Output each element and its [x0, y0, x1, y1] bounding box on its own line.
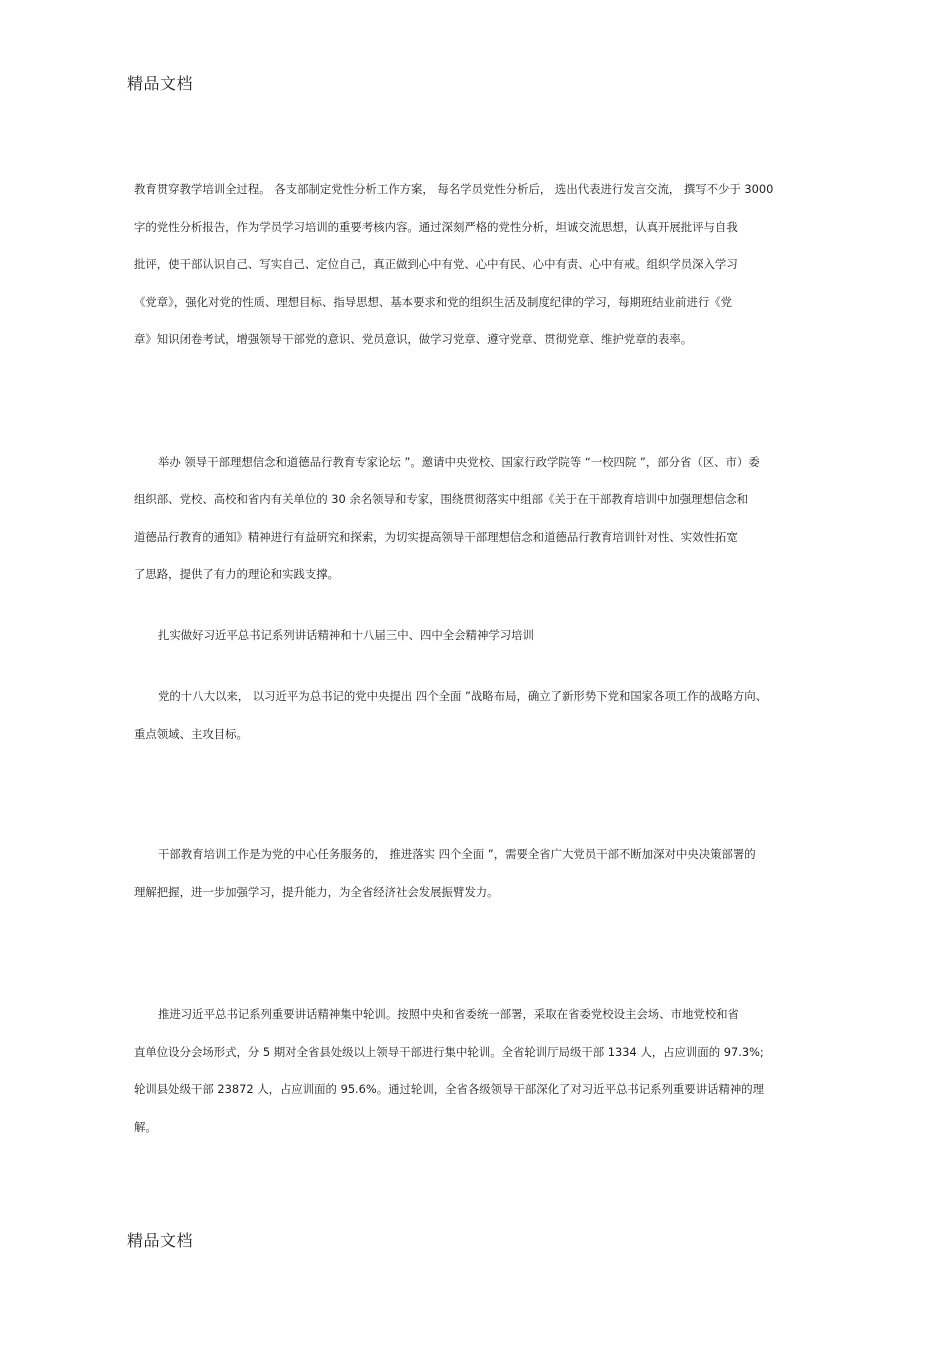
text-line: 党的十八大以来， 以习近平为总书记的党中央提出 四个全面 ”战略布局，确立了新形势下党和国家各项工作的战略方向、 [158, 689, 768, 703]
text-line: 教育贯穿教学培训全过程。 各支部制定党性分析工作方案， 每名学员党性分析后， 选出代表进行发言交流， 撰写不少于 3000 [134, 182, 774, 196]
text-line: 干部教育培训工作是为党的中心任务服务的， 推进落实 四个全面 ”，需要全省广大党员干部不断加深对中央决策部署的 [158, 847, 756, 861]
text-line: 解。 [134, 1120, 157, 1134]
text-line: 理解把握，进一步加强学习，提升能力，为全省经济社会发展振臂发力。 [134, 885, 499, 899]
text-line: 举办 领导干部理想信念和道德品行教育专家论坛 ”。邀请中央党校、国家行政学院等 “一校四院 ”，部分省（区、市）委 [158, 455, 760, 469]
page-header: 精品文档 [127, 74, 194, 93]
section-heading: 扎实做好习近平总书记系列讲话精神和十八届三中、四中全会精神学习培训 [158, 628, 534, 642]
text-line: 轮训县处级干部 23872 人，占应训面的 95.6%。通过轮训，全省各级领导干部深化了对习近平总书记系列重要讲话精神的理 [134, 1082, 765, 1096]
text-line: 批评，使干部认识自己、写实自己、定位自己，真正做到心中有党、心中有民、心中有责、心中有戒。组织学员深入学习 [134, 257, 738, 271]
text-line: 了思路，提供了有力的理论和实践支撑。 [134, 567, 340, 581]
text-line: 推进习近平总书记系列重要讲话精神集中轮训。按照中央和省委统一部署，采取在省委党校设主会场、市地党校和省 [158, 1007, 739, 1021]
text-line: 道德品行教育的通知》精神进行有益研究和探索，为切实提高领导干部理想信念和道德品行教育培训针对性、实效性拓宽 [134, 530, 738, 544]
text-line: 《党章》，强化对党的性质、理想目标、指导思想、基本要求和党的组织生活及制度纪律的学习，每期班结业前进行《党 [134, 295, 733, 309]
text-line: 组织部、党校、高校和省内有关单位的 30 余名领导和专家，围绕贯彻落实中组部《关于在干部教育培训中加强理想信念和 [134, 492, 749, 506]
page-footer: 精品文档 [127, 1231, 194, 1250]
text-line: 章》知识闭卷考试，增强领导干部党的意识、党员意识，做学习党章、遵守党章、贯彻党章、维护党章的表率。 [134, 332, 693, 346]
text-line: 重点领域、主攻目标。 [134, 727, 248, 741]
text-line: 直单位设分会场形式，分 5 期对全省县处级以上领导干部进行集中轮训。全省轮训厅局级干部 1334 人，占应训面的 97.3%; [134, 1045, 764, 1059]
text-line: 字的党性分析报告，作为学员学习培训的重要考核内容。通过深刻严格的党性分析，坦诚交流思想，认真开展批评与自我 [134, 220, 738, 234]
